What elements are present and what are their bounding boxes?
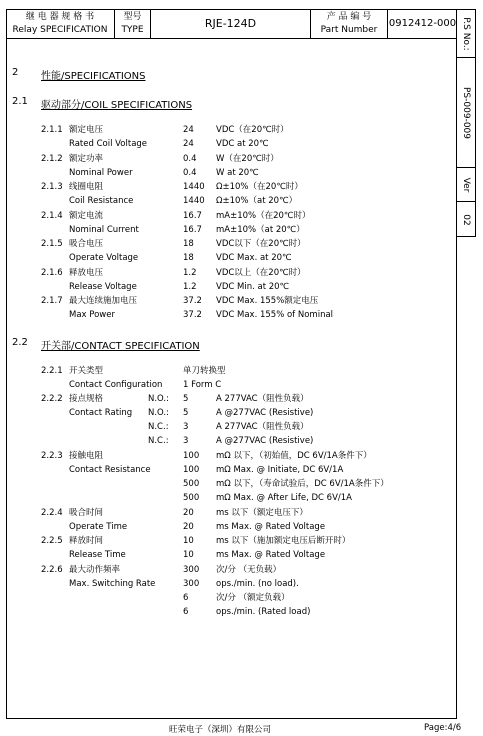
section-2-number: 2 [12, 67, 19, 78]
row-label-cn: 接点规格 [69, 394, 104, 404]
ps-label-box [457, 10, 475, 58]
row-value: 20 [183, 508, 194, 518]
row-number: 2.2.5 [41, 536, 63, 546]
row-value: 100 [183, 451, 200, 461]
row-number: 2.2.4 [41, 508, 63, 518]
spec-title-en: Relay SPECIFICATION [12, 25, 108, 35]
ps-label: P.S No.: [461, 16, 471, 51]
row-unit: VDC（在20℃时） [216, 125, 289, 135]
row-unit: VDC以上（在20℃时） [216, 268, 306, 278]
row-unit: Ω±10%（在20℃时） [216, 182, 303, 192]
row-label-en: Contact Resistance [69, 465, 151, 475]
row-number: 2.1.3 [41, 182, 63, 192]
row-value: 18 [183, 253, 194, 263]
row-unit: A @277VAC (Resistive) [216, 436, 314, 446]
row-value: 37.2 [183, 296, 202, 306]
row-number: 2.2.1 [41, 366, 63, 376]
row-value: 20 [183, 522, 194, 532]
row-label-en: Nominal Current [69, 225, 139, 235]
ver-label: Ver [461, 177, 471, 192]
row-label-cn: 额定电流 [69, 211, 104, 221]
row-unit: VDC Max. at 20℃ [216, 253, 292, 263]
part-label-cell [311, 9, 388, 38]
section-21-number: 2.1 [12, 96, 28, 107]
row-number: 2.1.5 [41, 239, 63, 249]
row-unit: A @277VAC (Resistive) [216, 408, 314, 418]
row-unit: Ω±10%（at 20℃） [216, 196, 298, 206]
section-22-title: 开关部/CONTACT SPECIFICATION [41, 341, 200, 352]
part-number-cell [388, 9, 457, 38]
ps-value: PS-009-009 [461, 86, 471, 139]
row-value: 24 [183, 139, 194, 149]
row-label-en: Operate Voltage [69, 253, 139, 263]
row-unit: ms Max. @ Rated Voltage [216, 522, 326, 532]
spec-title-cell [6, 9, 115, 38]
row-label-en: Contact Configuration [69, 380, 163, 390]
row-unit: mΩ 以下，（初始值，DC 6V/1A条件下） [216, 451, 372, 461]
row-number: 2.1.1 [41, 125, 63, 135]
row-value: 0.4 [183, 168, 197, 178]
row-value: 300 [183, 565, 200, 575]
row-value: 37.2 [183, 310, 202, 320]
part-label-cn: 产 品 编 号 [326, 12, 372, 22]
row-unit: VDC Max. 155%额定电压 [216, 296, 319, 306]
row-number: 2.1.4 [41, 211, 63, 221]
company-name: 旺荣电子（深圳）有限公司 [169, 725, 272, 735]
page-number: Page:4/6 [424, 723, 462, 733]
row-unit: ms 以下（施加额定电压后断开时） [216, 536, 351, 546]
row-value: 16.7 [183, 211, 202, 221]
row-value: 1440 [183, 182, 205, 192]
row-value: 1440 [183, 196, 205, 206]
row-label-cn: 接触电阻 [69, 451, 104, 461]
part-label-en: Part Number [320, 25, 378, 35]
row-value: 24 [183, 125, 194, 135]
row-number: 2.1.6 [41, 268, 63, 278]
ps-value-box [457, 58, 475, 168]
row-unit: ops./min. (Rated load) [216, 607, 311, 617]
row-label-en: Contact Rating [69, 408, 133, 418]
row-label-en: Nominal Power [69, 168, 133, 178]
row-unit: VDC以下（在20℃时） [216, 239, 306, 249]
row-label-cn: 额定电压 [69, 125, 104, 135]
row-value: 单刀转换型 [183, 366, 226, 376]
row-value: 6 [183, 607, 189, 617]
row-unit: A 277VAC（阻性负载） [216, 422, 309, 432]
row-unit: W at 20℃ [216, 168, 259, 178]
row-unit: VDC Min. at 20℃ [216, 282, 290, 292]
row-number: 2.1.2 [41, 154, 63, 164]
row-value: 500 [183, 493, 200, 503]
row-value: 10 [183, 550, 194, 560]
row-unit: mΩ Max. @ After Life, DC 6V/1A [216, 493, 352, 503]
ver-label-box [457, 168, 475, 202]
pole-label: N.O.: [148, 394, 169, 404]
side-info-strip [457, 9, 476, 237]
row-value: 0.4 [183, 154, 197, 164]
row-unit: 次/分 （额定负载） [216, 593, 290, 603]
row-unit: ops./min. (no load). [216, 579, 299, 589]
row-label-cn: 吸合电压 [69, 239, 104, 249]
section-22-number: 2.2 [12, 337, 28, 348]
row-value: 18 [183, 239, 194, 249]
row-value: 16.7 [183, 225, 202, 235]
row-unit: VDC at 20℃ [216, 139, 269, 149]
ver-value-box [457, 202, 475, 237]
row-unit: 次/分 （无负载） [216, 565, 282, 575]
row-unit: mΩ Max. @ Initiate, DC 6V/1A [216, 465, 344, 475]
row-value: 10 [183, 536, 194, 546]
section-21-title: 驱动部分/COIL SPECIFICATIONS [41, 100, 193, 111]
row-label-en: Coil Resistance [69, 196, 134, 206]
row-number: 2.2.2 [41, 394, 63, 404]
row-label-cn: 释放时间 [69, 536, 104, 546]
row-unit: VDC Max. 155% of Nominal [216, 310, 334, 320]
row-value: 3 [183, 422, 189, 432]
row-value: 300 [183, 579, 200, 589]
type-label-cn: 型号 [123, 12, 142, 22]
pole-label: N.C.: [148, 422, 169, 432]
row-number: 2.2.3 [41, 451, 63, 461]
row-label-cn: 线圈电阻 [69, 182, 104, 192]
row-label-cn: 开关类型 [69, 366, 104, 376]
row-value: 100 [183, 465, 200, 475]
row-unit: mΩ 以下，（寿命试验后，DC 6V/1A条件下） [216, 479, 389, 489]
row-value: 1.2 [183, 268, 197, 278]
row-unit: ms Max. @ Rated Voltage [216, 550, 326, 560]
type-label-en: TYPE [121, 25, 144, 35]
row-value: 3 [183, 436, 189, 446]
row-value: 5 [183, 408, 189, 418]
header-table [6, 9, 457, 39]
row-unit: mA±10%（at 20℃） [216, 225, 305, 235]
pole-label: N.C.: [148, 436, 169, 446]
row-label-cn: 吸合时间 [69, 508, 104, 518]
part-number: 0912412-000 [388, 18, 457, 29]
row-number: 2.1.7 [41, 296, 63, 306]
row-label-cn: 额定功率 [69, 154, 104, 164]
row-value: 5 [183, 394, 189, 404]
row-label-en: Rated Coil Voltage [69, 139, 148, 149]
row-unit: W（在20℃时） [216, 154, 279, 164]
row-value: 6 [183, 593, 189, 603]
row-number: 2.2.6 [41, 565, 63, 575]
ver-value: 02 [461, 213, 471, 226]
row-label-cn: 最大连续施加电压 [69, 296, 138, 306]
row-label-cn: 最大动作频率 [69, 565, 121, 575]
row-label-en: Max Power [69, 310, 115, 320]
row-value: 1 Form C [183, 380, 222, 390]
type-label-cell [115, 9, 151, 38]
row-label-en: Operate Time [69, 522, 128, 532]
section-2-title: 性能/SPECIFICATIONS [41, 71, 146, 82]
row-label-en: Max. Switching Rate [69, 579, 156, 589]
row-label-en: Release Voltage [69, 282, 137, 292]
row-unit: ms 以下（额定电压下） [216, 508, 308, 518]
row-label-en: Release Time [69, 550, 126, 560]
pole-label: N.O.: [148, 408, 169, 418]
model-cell [151, 9, 311, 38]
row-value: 1.2 [183, 282, 197, 292]
row-label-cn: 释放电压 [69, 268, 104, 278]
model-number: RJE-124D [204, 17, 257, 30]
row-unit: mA±10%（在20℃时） [216, 211, 311, 221]
row-unit: A 277VAC（阻性负载） [216, 394, 309, 404]
row-value: 500 [183, 479, 200, 489]
spec-title-cn: 继 电 器 规 格 书 [25, 12, 95, 22]
